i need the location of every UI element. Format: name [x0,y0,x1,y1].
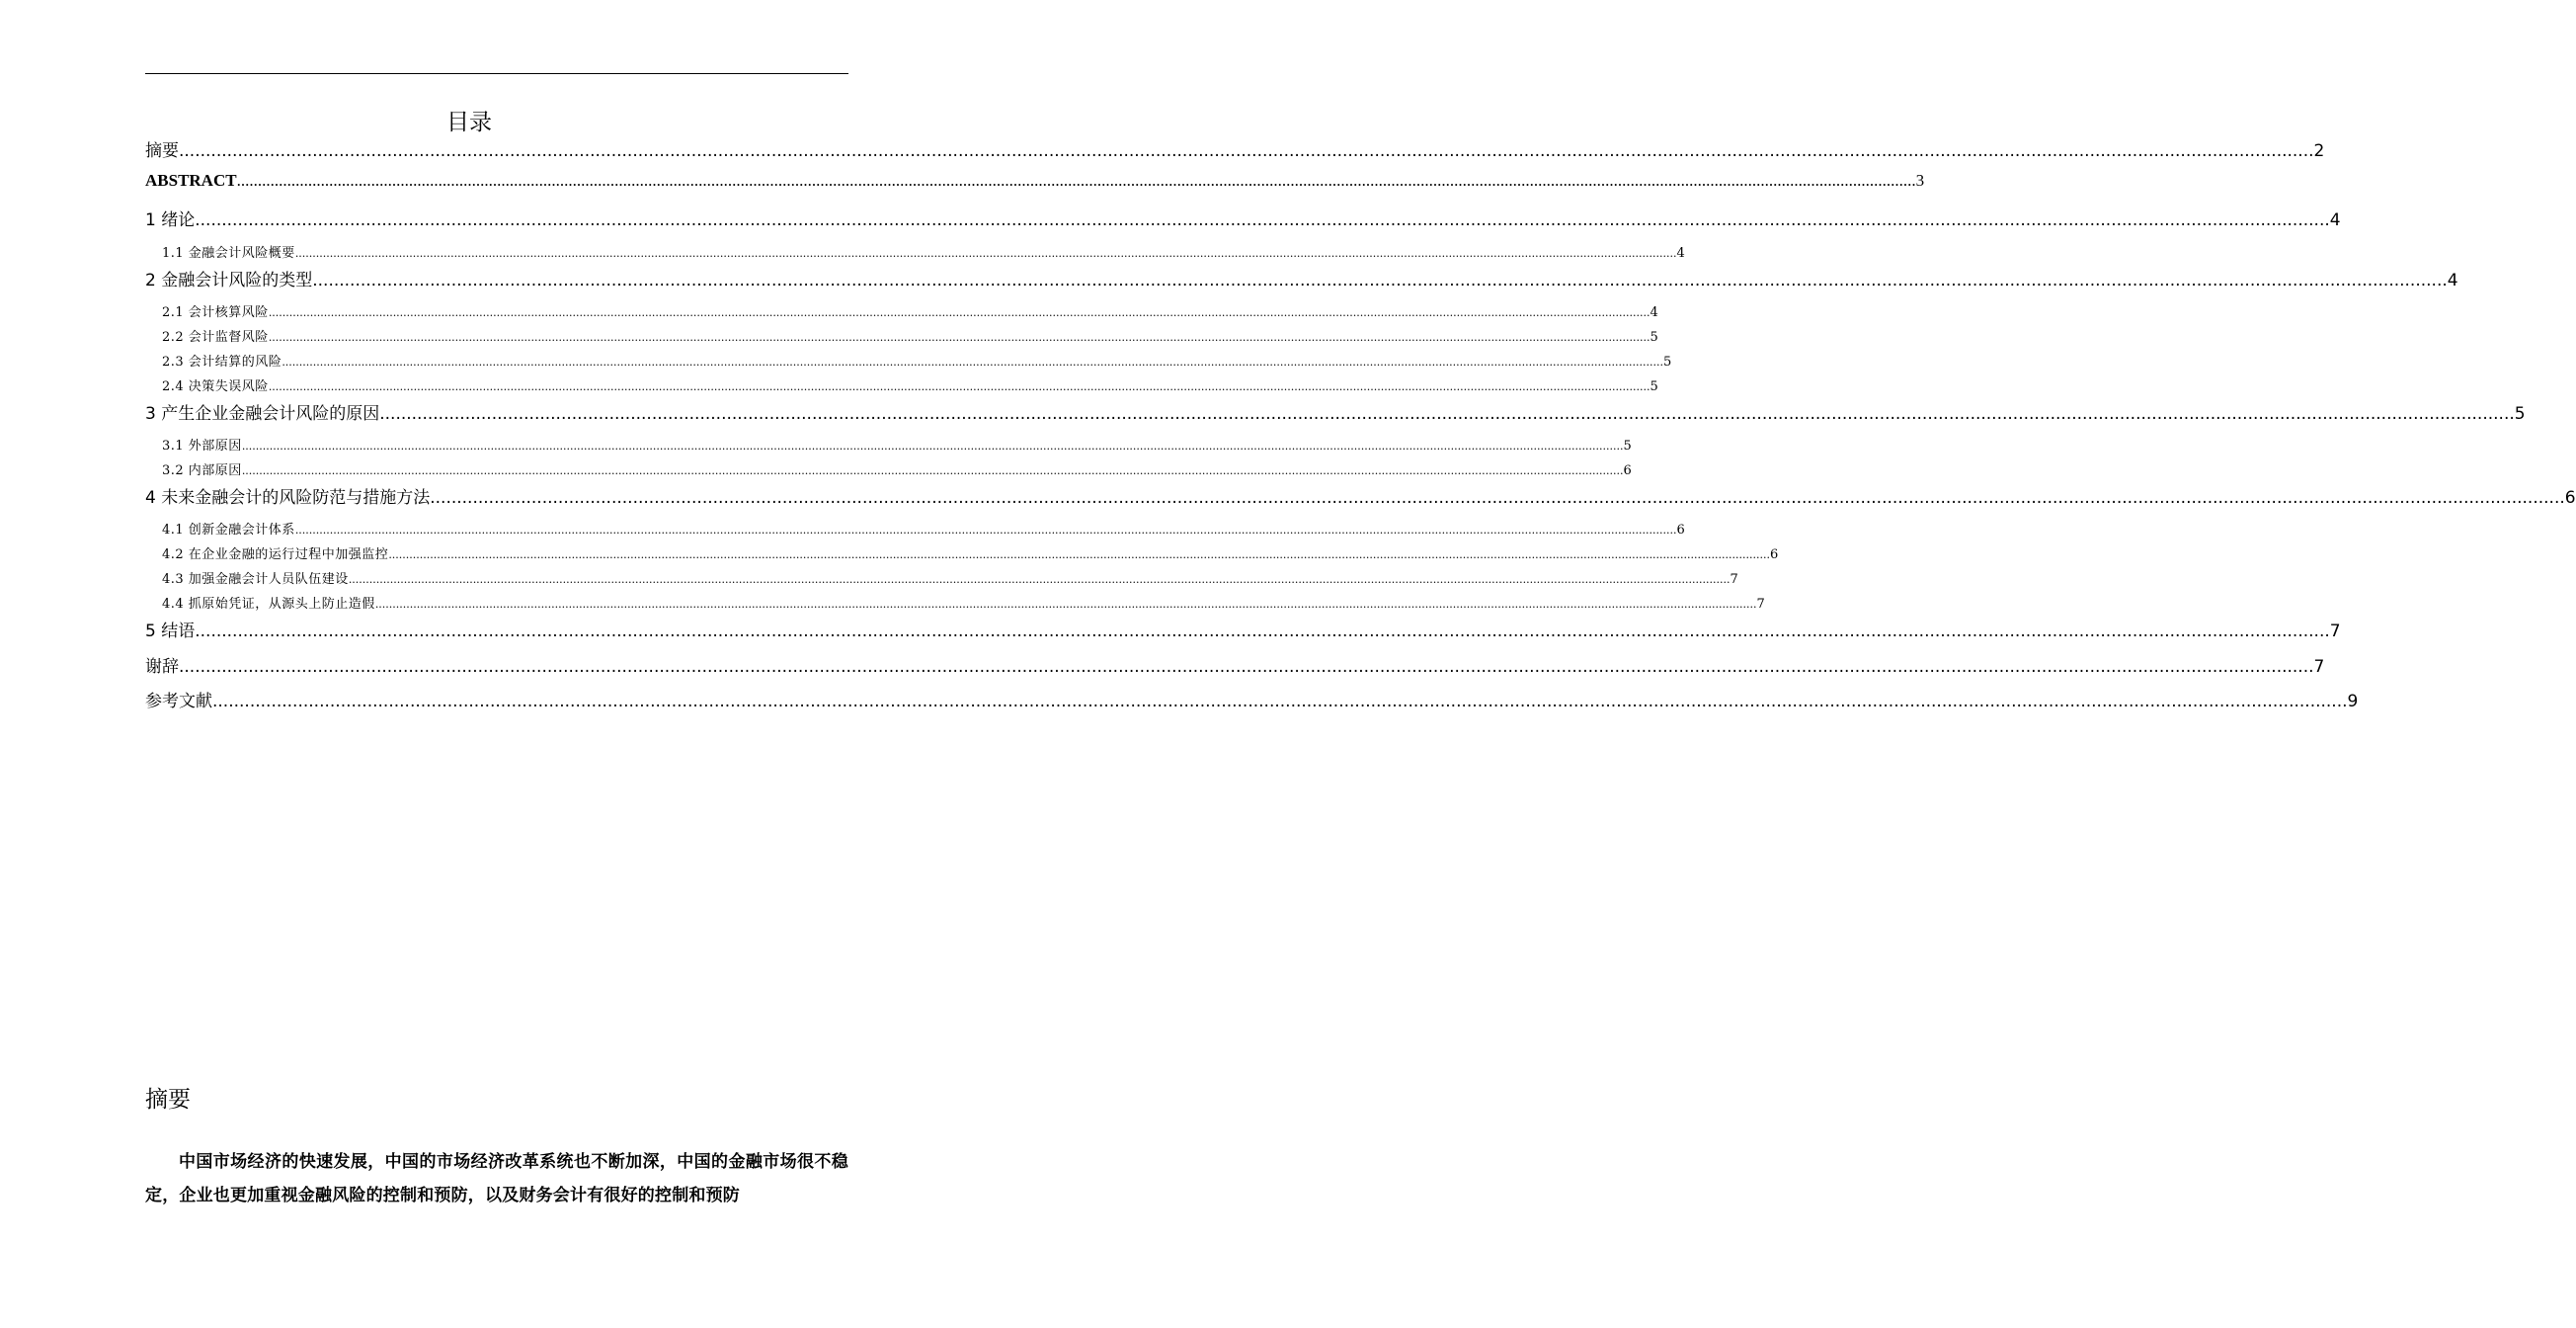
toc-dot-leader: ................................................................................................................................................................................................................................................................................................................................................................................................................ [268,331,1650,344]
toc-page-number: 7 [2313,657,2325,677]
toc-entry-label: 摘要 [145,141,179,161]
toc-dot-leader: ................................................................................................................................................................................................................................................................................................................................................................................................................ [195,622,2330,641]
toc-page-number: 4 [2329,210,2341,230]
toc-entry-label: 4.4 抓原始凭证，从源头上防止造假 [162,597,375,612]
toc-entry[interactable] [145,687,2359,711]
toc-entry-label: 谢辞 [145,657,179,677]
toc-entry[interactable] [145,399,2526,424]
abstract-paragraph: 中国市场经济的快速发展，中国的市场经济改革系统也不断加深，中国的金融市场很不稳定，企业也更加重视金融风险的控制和预防，以及财务会计有很好的控制和预防 [145,1152,848,1205]
toc-dot-leader: ................................................................................................................................................................................................................................................................................................................................................................................................................ [241,440,1624,453]
toc-page-number: 5 [1650,330,1658,345]
toc-entry[interactable] [162,326,1658,345]
toc-dot-leader: ................................................................................................................................................................................................................................................................................................................................................................................................................ [236,171,1916,190]
toc-entry-label: 1.1 金融会计风险概要 [162,246,295,261]
toc-entry-label: 参考文献 [145,692,212,711]
toc-page-number: 4 [1676,246,1685,261]
toc-entry-label: 3.2 内部原因 [162,463,242,478]
toc-entry[interactable] [162,375,1658,394]
toc-entry-label: 3 产生企业金融会计风险的原因 [145,404,380,424]
toc-entry-label: 2.3 会计结算的风险 [162,355,282,370]
toc-dot-leader: ................................................................................................................................................................................................................................................................................................................................................................................................................ [294,524,1677,537]
toc-entry[interactable] [162,568,1738,587]
toc-entry-label: 4.1 创新金融会计体系 [162,523,295,538]
toc-page-number: 5 [1662,355,1672,370]
toc-entry-label: 2.4 决策失误风险 [162,379,269,394]
toc-dot-leader: ................................................................................................................................................................................................................................................................................................................................................................................................................ [282,356,1663,369]
toc-page-number: 5 [2514,404,2526,424]
toc-dot-leader: ................................................................................................................................................................................................................................................................................................................................................................................................................ [388,548,1770,561]
toc-dot-leader: ................................................................................................................................................................................................................................................................................................................................................................................................................ [348,573,1731,586]
toc-page-number: 7 [2329,622,2341,641]
toc-title: 目录 [446,110,492,135]
toc-page-number: 6 [1623,463,1632,478]
toc-entry[interactable] [145,266,2458,290]
toc-page-number: 7 [1756,597,1765,612]
toc-page-number: 2 [2313,141,2325,161]
toc-entry-label: 2.1 会计核算风险 [162,305,269,320]
toc-entry[interactable] [145,483,2576,508]
toc-page-number: 9 [2347,692,2359,711]
toc-entry[interactable] [145,206,2341,230]
toc-dot-leader: ................................................................................................................................................................................................................................................................................................................................................................................................................ [374,598,1757,611]
toc-dot-leader: ................................................................................................................................................................................................................................................................................................................................................................................................................ [379,404,2515,424]
toc-entry[interactable] [162,459,1632,478]
toc-dot-leader: ................................................................................................................................................................................................................................................................................................................................................................................................................ [312,271,2448,290]
toc-entry-label: 4.2 在企业金融的运行过程中加强监控 [162,547,389,562]
toc-entry[interactable] [145,617,2341,641]
toc-entry[interactable] [145,171,1925,191]
toc-entry[interactable] [162,351,1672,370]
toc-entry[interactable] [145,136,2325,161]
toc-entry-label: 5 结语 [145,622,196,641]
toc-entry-label: 4 未来金融会计的风险防范与措施方法 [145,488,431,508]
toc-dot-leader: ................................................................................................................................................................................................................................................................................................................................................................................................................ [179,657,2314,677]
toc-dot-leader: ................................................................................................................................................................................................................................................................................................................................................................................................................ [179,141,2314,161]
toc-page-number: 5 [1650,379,1658,394]
toc-dot-leader: ................................................................................................................................................................................................................................................................................................................................................................................................................ [268,380,1650,393]
toc-entry-label: 2.2 会计监督风险 [162,330,269,345]
toc-entry[interactable] [162,242,1685,261]
toc-entry[interactable] [162,593,1765,612]
toc-dot-leader: ................................................................................................................................................................................................................................................................................................................................................................................................................ [241,464,1624,477]
toc-page-number: 7 [1730,572,1738,587]
toc-page-number: 4 [2447,271,2458,290]
toc-entry-label: 3.1 外部原因 [162,439,242,454]
toc-dot-leader: ................................................................................................................................................................................................................................................................................................................................................................................................................ [195,210,2330,230]
toc-entry[interactable] [145,652,2325,677]
toc-page-number: 4 [1650,305,1658,320]
toc-dot-leader: ................................................................................................................................................................................................................................................................................................................................................................................................................ [294,247,1677,260]
toc-entry-label: 1 绪论 [145,210,196,230]
toc-entry[interactable] [162,543,1779,562]
abstract-heading: 摘要 [145,1087,191,1113]
toc-page-number: 6 [1676,523,1685,538]
toc-page-number: 6 [1769,547,1779,562]
toc-page-number: 5 [1623,439,1632,454]
toc-dot-leader: ................................................................................................................................................................................................................................................................................................................................................................................................................ [212,692,2348,711]
toc-entry-label: 4.3 加强金融会计人员队伍建设 [162,572,349,587]
toc-entry-label: 2 金融会计风险的类型 [145,271,313,290]
toc-entry[interactable] [162,519,1685,538]
toc-page-number: 6 [2564,488,2576,508]
toc-entry[interactable] [162,301,1658,320]
toc-dot-leader: ................................................................................................................................................................................................................................................................................................................................................................................................................ [268,306,1650,319]
toc-page-number: 3 [1915,171,1925,190]
toc-entry[interactable] [162,435,1632,454]
header-rule [145,73,848,74]
toc-entry-label: ABSTRACT [145,171,237,190]
toc-dot-leader: ................................................................................................................................................................................................................................................................................................................................................................................................................ [430,488,2565,508]
